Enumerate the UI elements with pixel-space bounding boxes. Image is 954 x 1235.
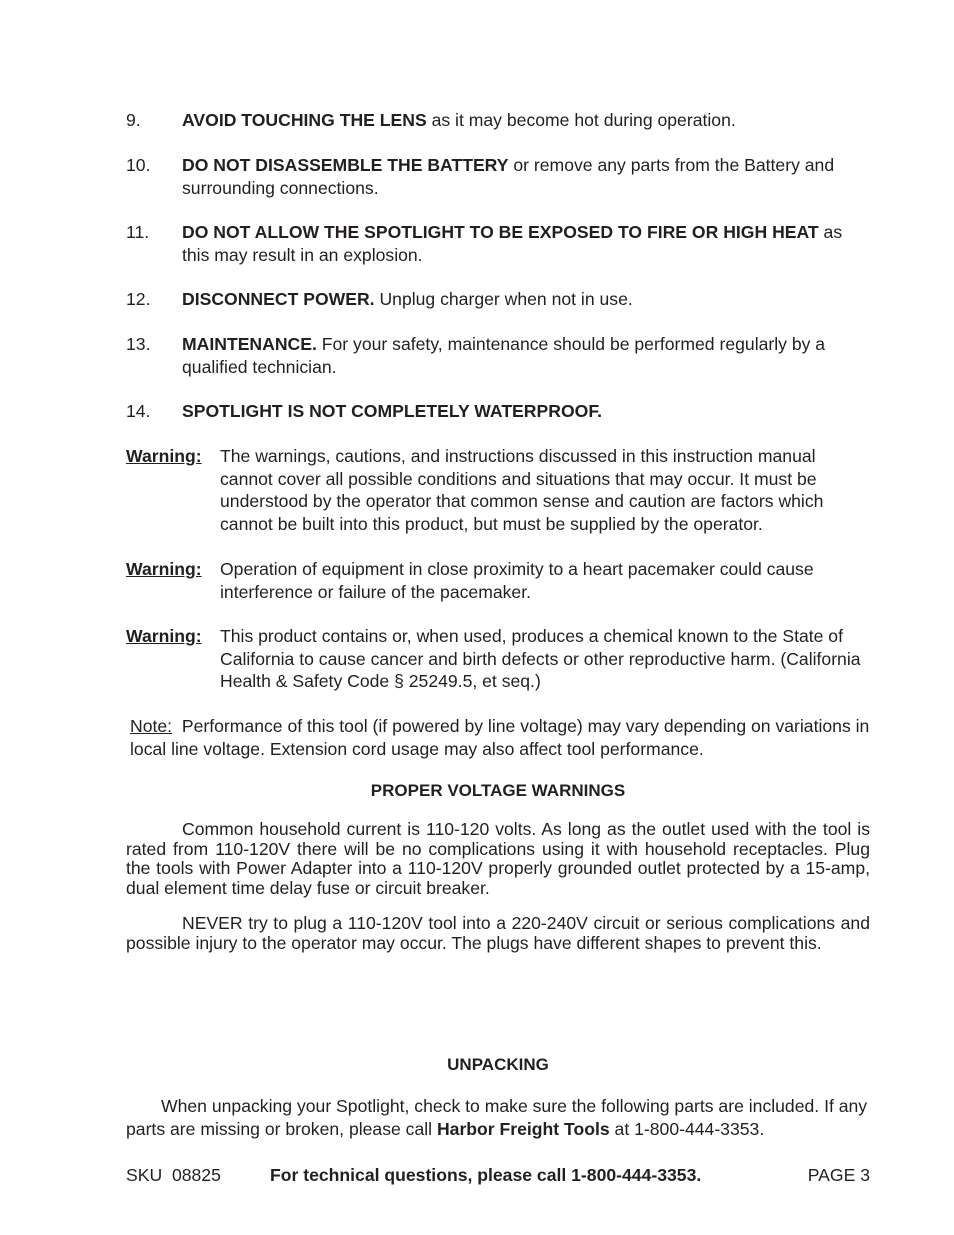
voltage-paragraph-2: NEVER try to plug a 110-120V tool into a 220-240V circuit or serious complications and possible injury to the operator may occur. The plugs have different shapes to prevent this. bbox=[126, 913, 870, 953]
item-text: as this may result in an explosion. bbox=[182, 222, 843, 265]
item-text: Unplug charger when not in use. bbox=[374, 289, 633, 309]
sku-label: SKU 08825 bbox=[126, 1165, 221, 1185]
warning-label: Warning: bbox=[126, 559, 202, 579]
company-name: Harbor Freight Tools bbox=[436, 1118, 610, 1139]
voltage-paragraph-1: Common household current is 110-120 volts. As long as the outlet used with the tool is rated from 110-120V there will be no complications using it with household receptacles. Plug the tools with Power Adapter into a 110-120V properly grounded outlet protected by a 15-amp, dual element time delay fuse or circuit breaker. bbox=[126, 819, 870, 898]
list-item-9 bbox=[126, 109, 870, 132]
item-text: or remove any parts from the Battery and surrounding connections. bbox=[182, 155, 835, 198]
list-item-10 bbox=[126, 154, 870, 199]
item-number: 12. bbox=[126, 289, 151, 309]
section-heading-voltage: PROPER VOLTAGE WARNINGS bbox=[370, 781, 626, 800]
item-number: 13. bbox=[126, 334, 151, 354]
list-item-12 bbox=[126, 288, 870, 311]
item-text: as it may become hot during operation. bbox=[426, 110, 736, 130]
item-number: 9. bbox=[126, 110, 141, 130]
note-label: Note: bbox=[130, 716, 173, 736]
list-item-13 bbox=[126, 333, 870, 378]
warning-label: Warning: bbox=[126, 446, 202, 466]
support-phone-text: For technical questions, please call 1-800-444-3353. bbox=[270, 1165, 702, 1185]
list-item-11 bbox=[126, 221, 870, 266]
note-text: Performance of this tool (if powered by line voltage) may vary depending on variations in local line voltage. Extension cord usage may also affect tool performance. bbox=[130, 716, 875, 759]
warning-pacemaker bbox=[126, 558, 870, 603]
section-heading-unpacking: UNPACKING bbox=[447, 1055, 549, 1074]
note bbox=[130, 715, 875, 760]
item-title: DO NOT DISASSEMBLE THE BATTERY bbox=[182, 155, 509, 175]
item-title: SPOTLIGHT IS NOT COMPLETELY WATERPROOF. bbox=[182, 401, 602, 421]
item-title: DO NOT ALLOW THE SPOTLIGHT TO BE EXPOSED TO FIRE OR HIGH HEAT bbox=[182, 222, 819, 242]
item-number: 11. bbox=[126, 222, 150, 242]
warning-general bbox=[126, 445, 870, 535]
warning-text: This product contains or, when used, produces a chemical known to the State of California to cause cancer and birth defects or other reproductive harm. (California Health & Safety Code § 25249.5, et seq.) bbox=[220, 626, 861, 691]
unpacking-paragraph: When unpacking your Spotlight, check to make sure the following parts are included. If any parts are missing or broken, please call Harbor Freight Tools at 1-800-444-3353. bbox=[126, 1096, 868, 1139]
item-title: AVOID TOUCHING THE LENS bbox=[182, 110, 427, 130]
item-number: 10. bbox=[126, 155, 151, 175]
item-text: For your safety, maintenance should be performed regularly by a qualified technician. bbox=[182, 334, 826, 377]
item-number: 14. bbox=[126, 401, 151, 421]
warning-prop65 bbox=[126, 625, 870, 693]
page-number: PAGE 3 bbox=[807, 1165, 870, 1185]
item-title: DISCONNECT POWER. bbox=[182, 289, 375, 309]
list-item-14 bbox=[126, 400, 870, 423]
page-footer bbox=[126, 1165, 870, 1187]
warning-text: Operation of equipment in close proximity to a heart pacemaker could cause interference or failure of the pacemaker. bbox=[220, 559, 814, 602]
warning-label: Warning: bbox=[126, 626, 202, 646]
item-title: MAINTENANCE. bbox=[182, 334, 317, 354]
warning-text: The warnings, cautions, and instructions discussed in this instruction manual cannot cover all possible conditions and situations that may occur. It must be understood by the operator that common sense and caution are factors which cannot be built into this product, but must be supplied by the operator. bbox=[220, 446, 824, 534]
